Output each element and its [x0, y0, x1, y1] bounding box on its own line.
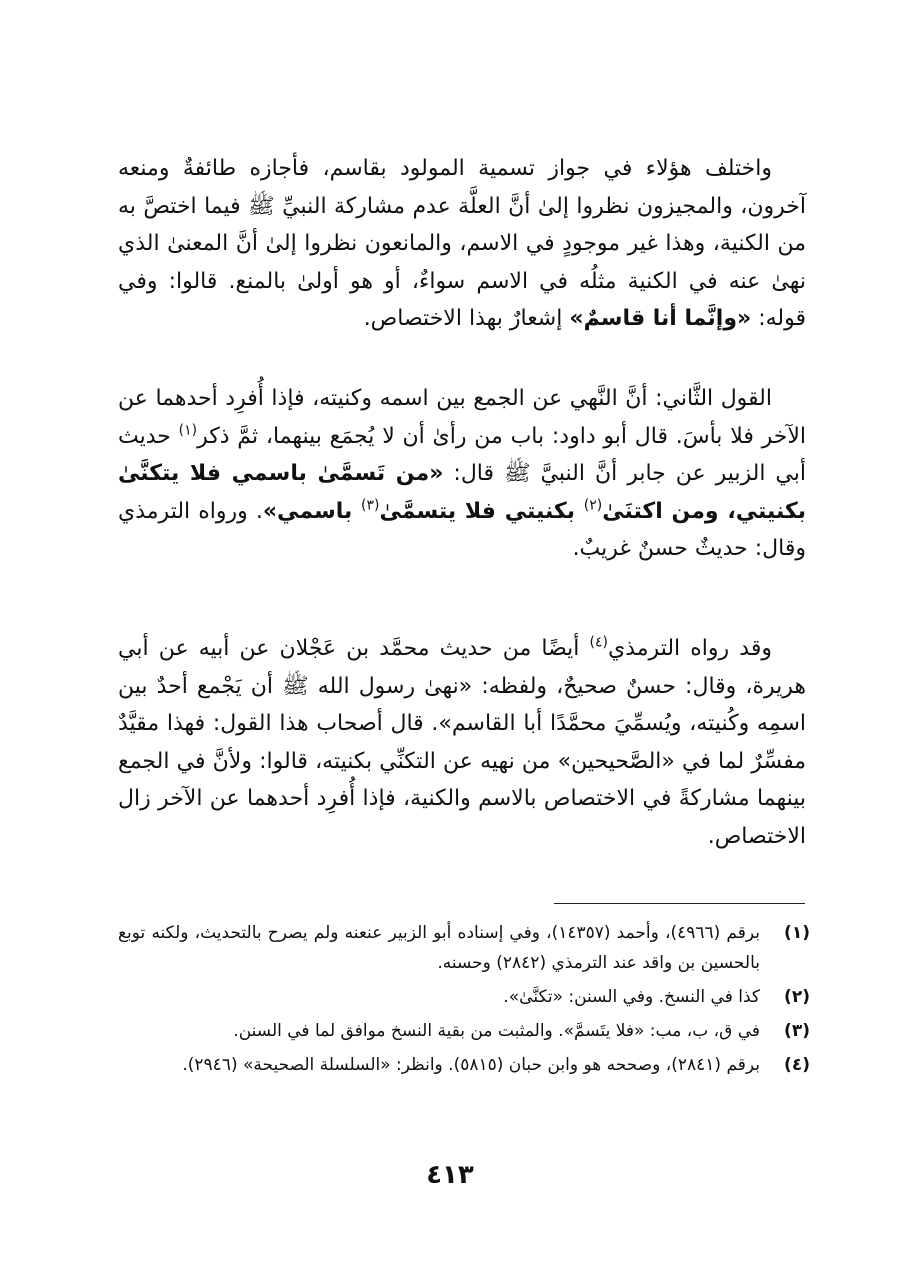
- paragraph-2-part-3: . ورواه الترمذي وقال: حديثٌ حسنٌ غريبٌ.: [118, 498, 806, 561]
- paragraph-1-tail: إشعارٌ بهذا الاختصاص.: [363, 306, 570, 331]
- paragraph-1-text: واختلف هؤلاء في جواز تسمية المولود بقاسم، فأجازه طائفةٌ ومنعه آخرون، والمجيزون نظروا إلىٰ أنَّ العلَّة عدم مشاركة النبيِّ ﷺ فيما اختصَّ به من الكنية، وهذا غير موجودٍ في الاسم، والمانعون نظروا إلىٰ أنَّ المعنىٰ الذي نهىٰ عنه في الكنية مثلُه في الاسم سواءٌ، أو هو أولىٰ بالمنع. قالوا: وفي قوله:: [118, 156, 806, 331]
- main-paragraph-2: [118, 380, 806, 568]
- footnote-text: كذا في النسخ. وفي السنن: «تكنَّىٰ».: [503, 987, 760, 1007]
- footnote-text: برقم (٢٨٤١)، وصححه هو وابن حبان (٥٨١٥). وانظر: «السلسلة الصحيحة» (٢٩٤٦).: [182, 1055, 760, 1075]
- footnote-ref-1[interactable]: (١): [178, 422, 198, 439]
- footnote-separator: [554, 903, 805, 904]
- hadith-quote-part-1: «من تَسمَّىٰ باسمي فلا يتكنَّىٰ بكنيتي، ومن اكتنَىٰ: [118, 461, 806, 524]
- paragraph-3-part-2: أيضًا من حديث محمَّد بن عَجْلان عن أبيه عن أبي هريرة، وقال: حسنٌ صحيحٌ، ولفظه: «نهىٰ رسول الله ﷺ أن يَجْمع أحدٌ بين اسمِه وكُنيته، ويُسمِّيَ محمَّدًا أبا القاسم». قال أصحاب هذا القول: فهذا مقيَّدٌ مفسِّرٌ لما في «الصَّحيحين» من نهيه عن التكنِّي بكنيته، قالوا: ولأنَّ في الجمع بينهما مشاركةً في الاختصاص بالاسم والكنية، فإذا أُفرِد أحدهما عن الآخر زال الاختصاص.: [118, 636, 806, 849]
- footnotes: [118, 918, 810, 1084]
- footnote-number: (٤): [784, 1055, 810, 1075]
- hadith-quote-part-2: بكنيتي فلا يتسمَّىٰ: [379, 498, 584, 524]
- footnote-ref-4[interactable]: (٤): [589, 634, 608, 651]
- footnote-number: (١): [784, 923, 810, 943]
- paragraph-2-part-2: حديث أبي الزبير عن جابر أنَّ النبيَّ ﷺ قال:: [118, 423, 807, 486]
- footnote-1: [118, 918, 810, 978]
- footnote-2: [118, 982, 810, 1012]
- footnote-3: [118, 1016, 810, 1046]
- paragraph-2-part-1: القول الثَّاني: أنَّ النَّهي عن الجمع بين اسمه وكنيته، فإذا أُفرِد أحدهما عن الآخر فلا بأسَ. قال أبو داود: باب من رأىٰ أن لا يُجمَع بينهما، ثمَّ ذكر: [118, 386, 807, 449]
- footnote-ref-3[interactable]: (٣): [360, 497, 380, 514]
- footnote-number: (٣): [784, 1021, 810, 1041]
- page-number: ٤١٣: [426, 1160, 474, 1190]
- footnote-number: (٢): [784, 987, 810, 1007]
- main-paragraph-3: [118, 630, 806, 855]
- paragraph-1-quote: «وإنَّما أنا قاسمٌ»: [569, 306, 752, 331]
- hadith-quote-part-3: باسمي»: [262, 498, 361, 524]
- footnote-text: في ق، ب، مب: «فلا يتَسمَّ». والمثبت من بقية النسخ موافق لما في السنن.: [233, 1021, 760, 1041]
- footnote-4: [118, 1050, 810, 1080]
- footnote-text: برقم (٤٩٦٦)، وأحمد (١٤٣٥٧)، وفي إسناده أبو الزبير عنعنه ولم يصرح بالتحديث، ولكنه توبع بالحسين بن واقد عند الترمذي (٢٨٤٢) وحسنه.: [118, 923, 760, 973]
- main-paragraph-1: [118, 150, 806, 338]
- footnote-ref-2[interactable]: (٢): [583, 497, 603, 514]
- paragraph-3-part-1: وقد رواه الترمذي: [608, 636, 772, 661]
